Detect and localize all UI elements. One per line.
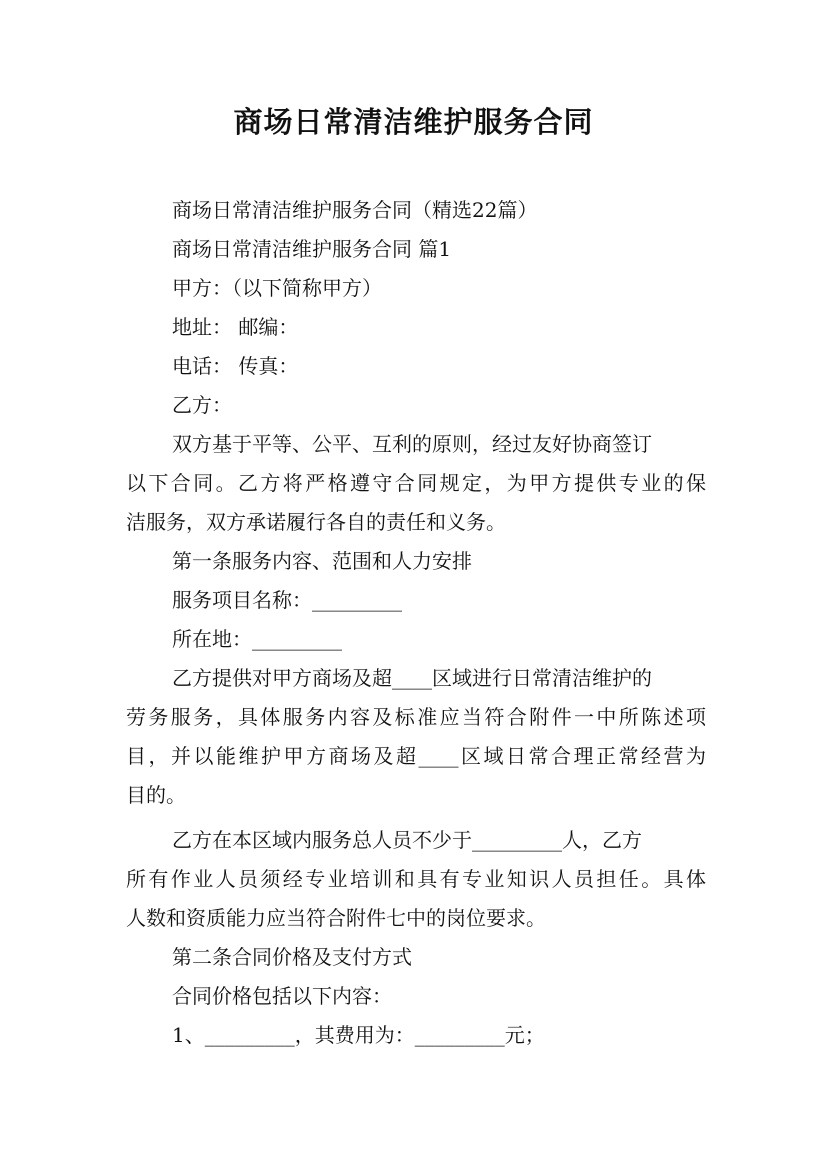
paragraph-line: 洁服务，双方承诺履行各自的责任和义务。 — [126, 510, 506, 534]
article-1-heading: 第一条服务内容、范围和人力安排 — [172, 549, 472, 573]
location-line: 所在地：_________ — [172, 627, 342, 651]
document-body — [126, 191, 706, 1055]
paragraph-intro — [126, 425, 706, 542]
service-item-name-line: 服务项目名称：_________ — [172, 588, 402, 612]
paragraph-line: 人数和资质能力应当符合附件七中的岗位要求。 — [126, 906, 546, 930]
document-title: 商场日常清洁维护服务合同 — [233, 105, 594, 139]
paragraph-staffing — [126, 821, 706, 938]
party-b-line: 乙方： — [172, 393, 232, 417]
section-heading-1: 商场日常清洁维护服务合同 篇1 — [172, 237, 452, 261]
fee-item-line: 1、_________，其费用为：_________元； — [172, 1023, 545, 1047]
paragraph-line: 双方基于平等、公平、互利的原则，经过友好协商签订 — [172, 432, 652, 456]
paragraph-line: 乙方提供对甲方商场及超____区域进行日常清洁维护的 — [172, 666, 652, 690]
address-line: 地址： 邮编： — [172, 315, 299, 339]
paragraph-line: 乙方在本区域内服务总人员不少于_________人，乙方 — [172, 828, 642, 852]
article-2-heading: 第二条合同价格及支付方式 — [172, 945, 412, 969]
paragraph-service-scope — [126, 659, 706, 815]
paragraph-line: 所有作业人员须经专业培训和具有专业知识人员担任。具体 — [126, 867, 706, 891]
paragraph-line: 目的。 — [126, 783, 186, 807]
phone-line: 电话： 传真： — [172, 354, 299, 378]
subtitle-line: 商场日常清洁维护服务合同（精选22篇） — [172, 198, 538, 222]
paragraph-line: 劳务服务，具体服务内容及标准应当符合附件一中所陈述项 — [126, 705, 706, 729]
paragraph-line: 目，并以能维护甲方商场及超____区域日常合理正常经营为 — [126, 744, 706, 768]
party-a-line: 甲方：（以下简称甲方） — [172, 276, 382, 300]
paragraph-line: 以下合同。乙方将严格遵守合同规定，为甲方提供专业的保 — [126, 471, 706, 495]
price-contents-line: 合同价格包括以下内容： — [172, 984, 392, 1008]
